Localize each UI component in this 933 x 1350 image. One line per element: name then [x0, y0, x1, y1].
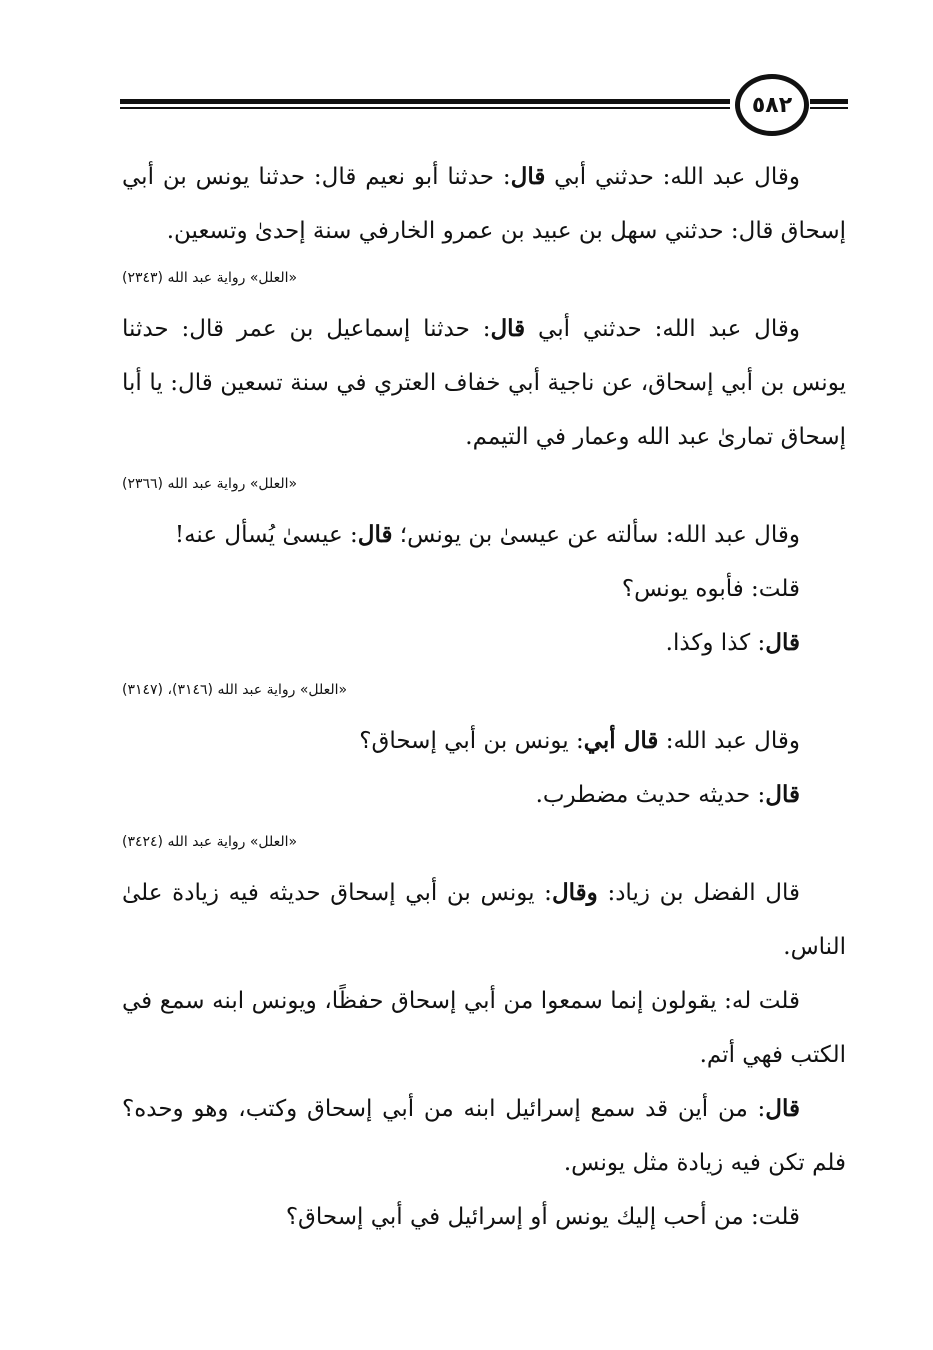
- citation-reference: «العلل» رواية عبد الله (٣١٤٦)، (٣١٤٧): [122, 682, 348, 698]
- text-run: : يونس بن أبي إسحاق حديثه فيه زيادة علىٰ الناس.: [122, 880, 846, 960]
- text-run: قلت: فأبوه يونس؟: [621, 576, 800, 602]
- header-rule-thin-right: [810, 107, 848, 109]
- text-paragraph: [122, 768, 846, 822]
- text-run: : حدثنا إسماعيل بن عمر قال: حدثنا يونس بن أبي إسحاق، عن ناجية أبي خفاف العتري في سنة تسعين قال: يا أبا إسحاق تمارىٰ عبد الله وعمار في التيمم.: [122, 316, 846, 450]
- keyword-bold: قال: [765, 629, 800, 656]
- text-run: : من أين قد سمع إسرائيل ابنه من أبي إسحاق وكتب، وهو وحده؟ فلم تكن فيه زيادة مثل يونس.: [122, 1096, 846, 1176]
- text-run: : حدثنا أبو نعيم قال: حدثنا يونس بن أبي إسحاق قال: حدثني سهل بن عبيد بن عمرو الخارفي سنة إحدىٰ وتسعين.: [122, 164, 846, 244]
- citation-reference: «العلل» رواية عبد الله (٣٤٢٤): [122, 834, 298, 850]
- text-run: وقال عبد الله: سألته عن عيسىٰ بن يونس؛: [392, 522, 800, 548]
- text-paragraph: [122, 616, 846, 670]
- page-number-badge: [735, 74, 809, 136]
- text-run: : يونس بن أبي إسحاق؟: [359, 728, 584, 754]
- text-paragraph: [122, 714, 846, 768]
- header-rule-thick-right: [810, 99, 848, 104]
- text-run: وقال عبد الله: حدثني أبي: [545, 164, 800, 190]
- keyword-bold: قال أبي: [583, 727, 659, 754]
- text-paragraph: [122, 1082, 846, 1190]
- text-run: وقال عبد الله: حدثني أبي: [525, 316, 800, 342]
- text-run: قال الفضل بن زياد:: [597, 880, 800, 906]
- keyword-bold: قال: [765, 1095, 800, 1122]
- text-paragraph: [122, 302, 846, 464]
- text-paragraph: [122, 150, 846, 258]
- keyword-bold: وقال: [551, 879, 598, 906]
- text-run: قلت: من أحب إليك يونس أو إسرائيل في أبي إسحاق؟: [285, 1204, 800, 1230]
- text-run: : حديثه حديث مضطرب.: [535, 782, 766, 808]
- page-header: [0, 70, 933, 140]
- keyword-bold: قال: [490, 315, 526, 342]
- text-run: : كذا وكذا.: [665, 630, 766, 656]
- text-run: قلت له: يقولون إنما سمعوا من أبي إسحاق حفظًا، ويونس ابنه سمع في الكتب فهي أتم.: [122, 988, 846, 1068]
- keyword-bold: قال: [510, 163, 546, 190]
- citation-reference: «العلل» رواية عبد الله (٢٣٦٦): [122, 476, 298, 492]
- page-number: ٥٨٢: [751, 92, 793, 118]
- text-paragraph: [122, 562, 846, 616]
- keyword-bold: قال: [765, 781, 800, 808]
- citation-reference: «العلل» رواية عبد الله (٢٣٤٣): [122, 270, 298, 286]
- text-run: وقال عبد الله:: [658, 728, 800, 754]
- header-rule-thick-left: [120, 99, 730, 104]
- keyword-bold: قال: [357, 521, 393, 548]
- text-paragraph: [122, 1190, 846, 1244]
- text-paragraph: [122, 974, 846, 1082]
- text-run: : عيسىٰ يُسأل عنه!: [174, 522, 358, 548]
- page-body: [122, 150, 846, 1244]
- text-paragraph: [122, 508, 846, 562]
- header-rule-thin-left: [120, 107, 730, 109]
- text-paragraph: [122, 866, 846, 974]
